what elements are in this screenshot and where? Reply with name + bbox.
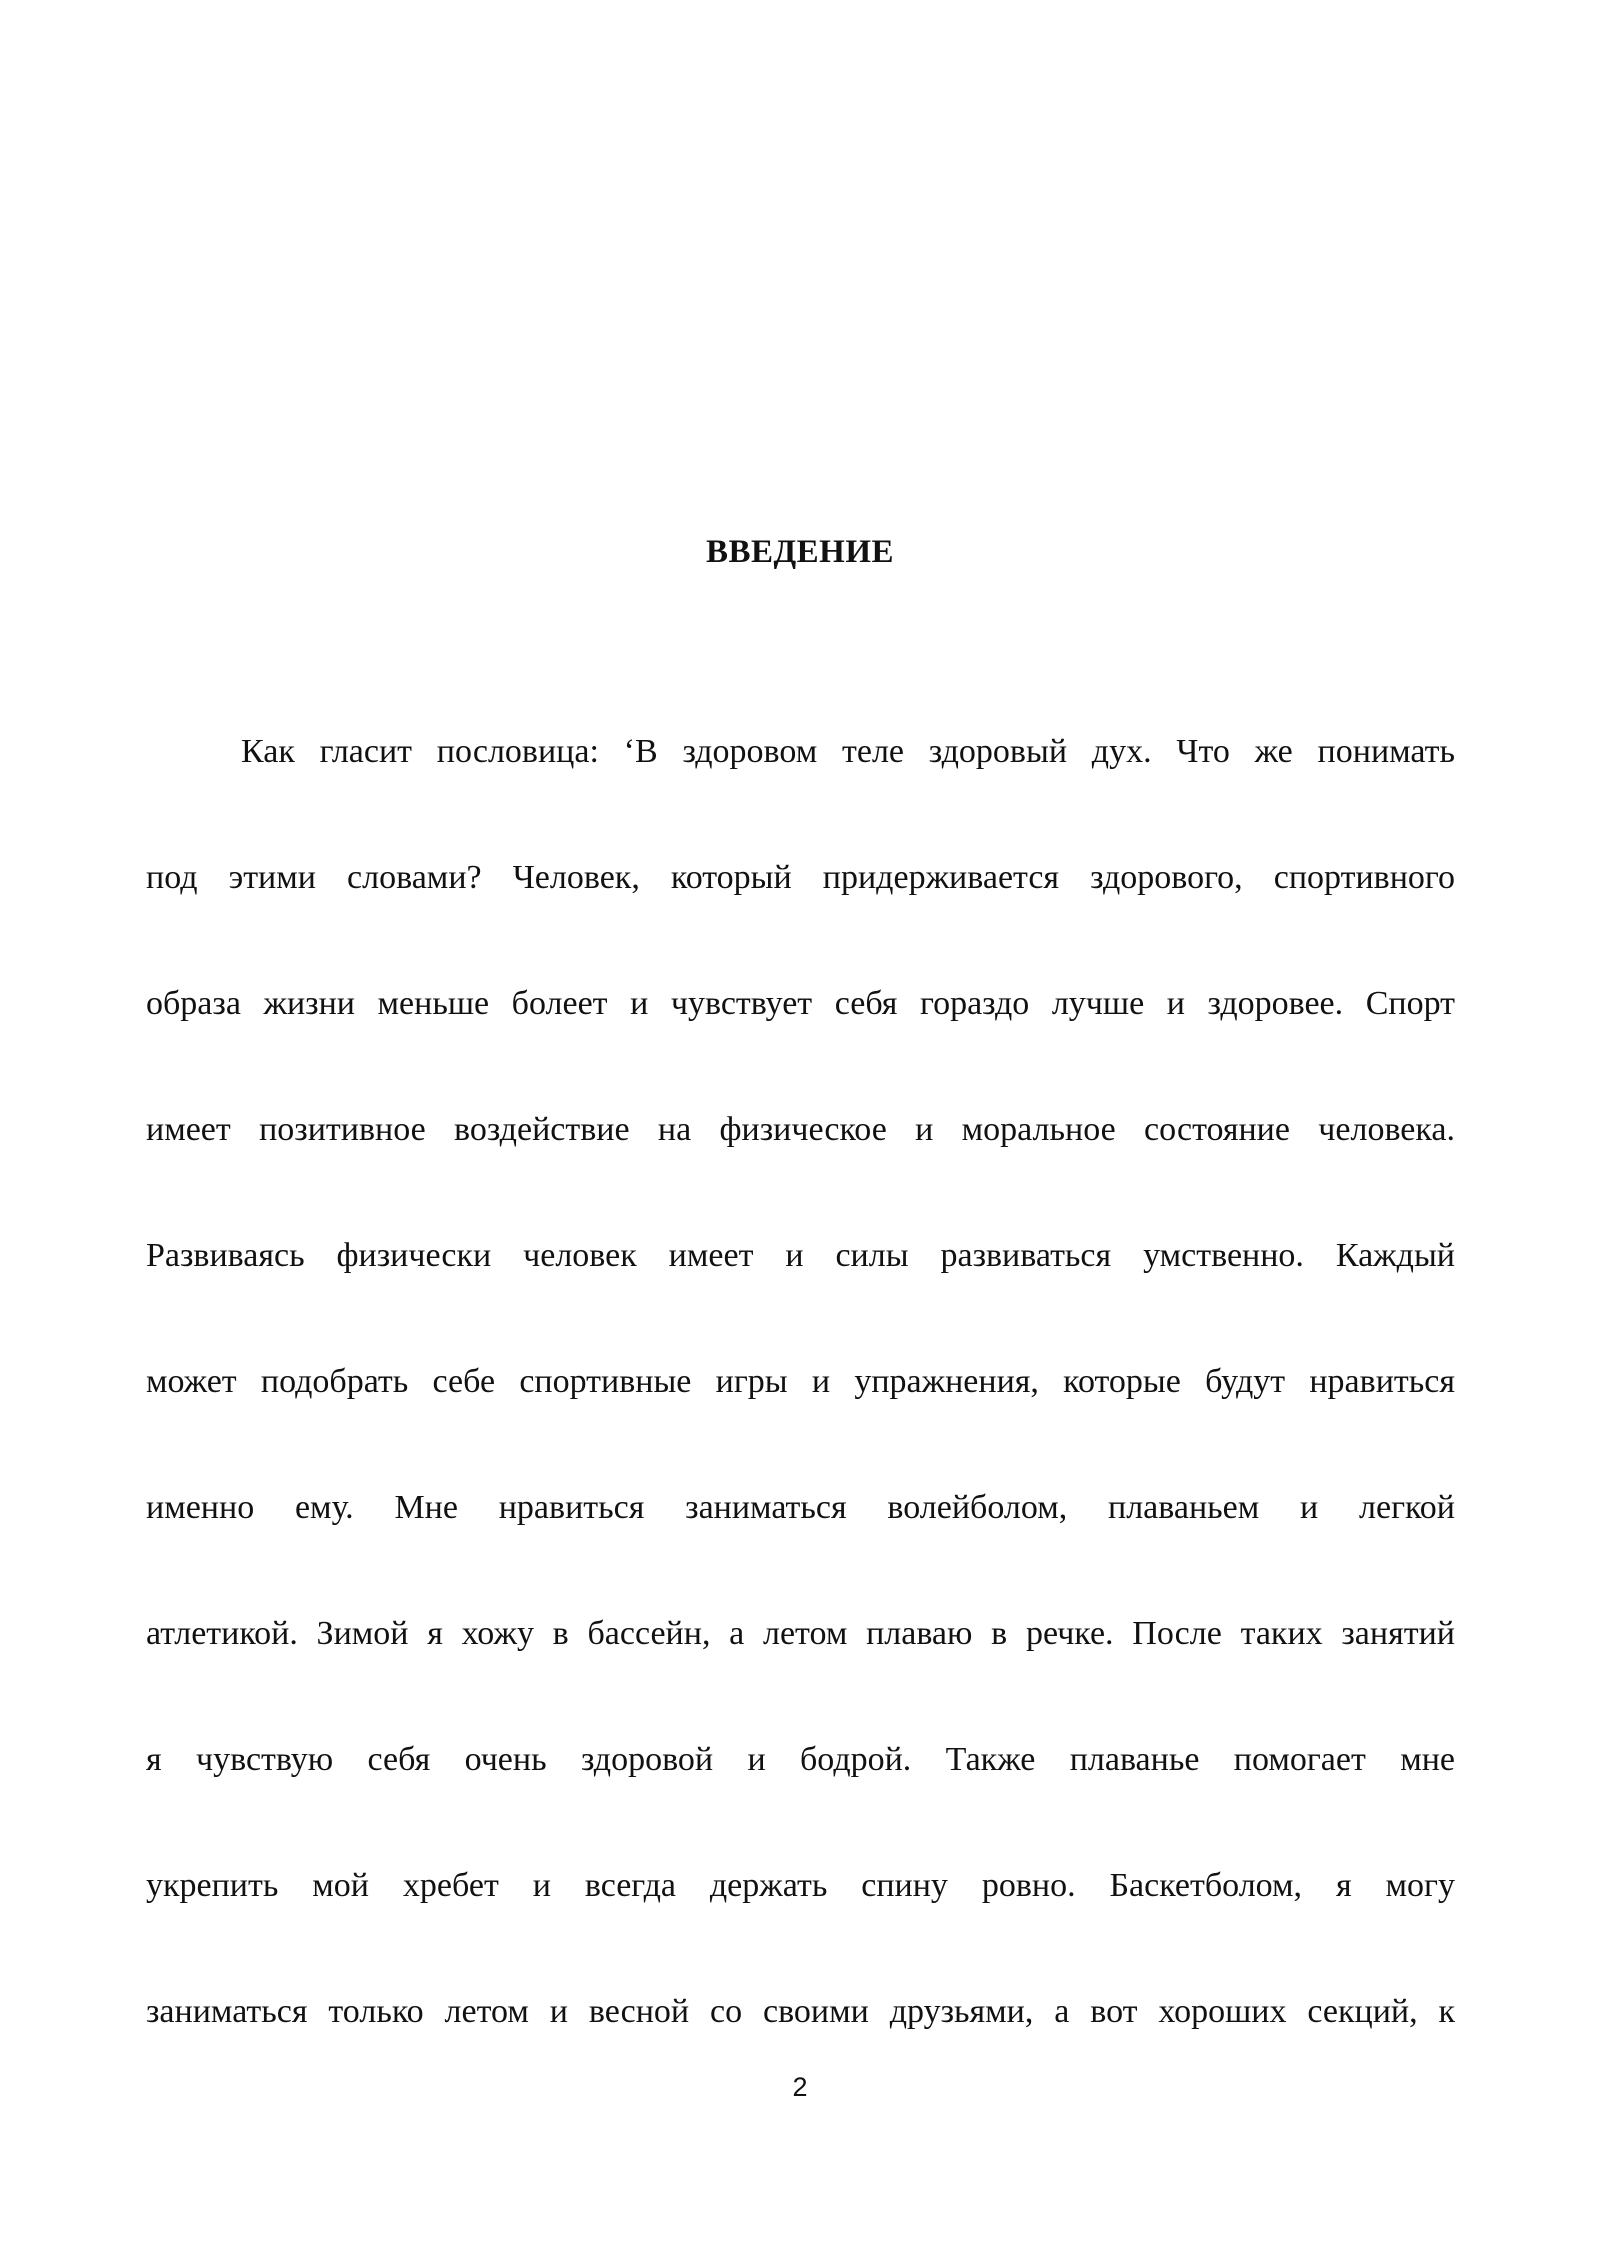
- paragraph-line: имеет позитивное воздействие на физическое и моральное состояние человека.: [146, 1111, 1455, 1148]
- body-paragraph: [146, 729, 1455, 2115]
- paragraph-line: может подобрать себе спортивные игры и упражнения, которые будут нравиться: [146, 1363, 1455, 1400]
- page-number: 2: [792, 2072, 808, 2102]
- paragraph-line: Как гласит пословица: ‘В здоровом теле здоровый дух. Что же понимать: [241, 733, 1455, 770]
- paragraph-line: я чувствую себя очень здоровой и бодрой. Также плаванье помогает мне: [146, 1741, 1455, 1778]
- paragraph-line: именно ему. Мне нравиться заниматься волейболом, плаваньем и легкой: [146, 1489, 1455, 1526]
- paragraph-line: укрепить мой хребет и всегда держать спину ровно. Баскетболом, я могу: [146, 1867, 1455, 1904]
- page-heading: ВВЕДЕНИЕ: [705, 534, 895, 570]
- paragraph-line: под этими словами? Человек, который придерживается здорового, спортивного: [146, 859, 1455, 896]
- paragraph-line: заниматься только летом и весной со своими друзьями, а вот хороших секций, к: [146, 1993, 1455, 2030]
- paragraph-line: образа жизни меньше болеет и чувствует себя гораздо лучше и здоровее. Спорт: [146, 985, 1455, 1022]
- paragraph-line: атлетикой. Зимой я хожу в бассейн, а летом плаваю в речке. После таких занятий: [146, 1615, 1455, 1652]
- paragraph-line: Развиваясь физически человек имеет и силы развиваться умственно. Каждый: [146, 1237, 1455, 1274]
